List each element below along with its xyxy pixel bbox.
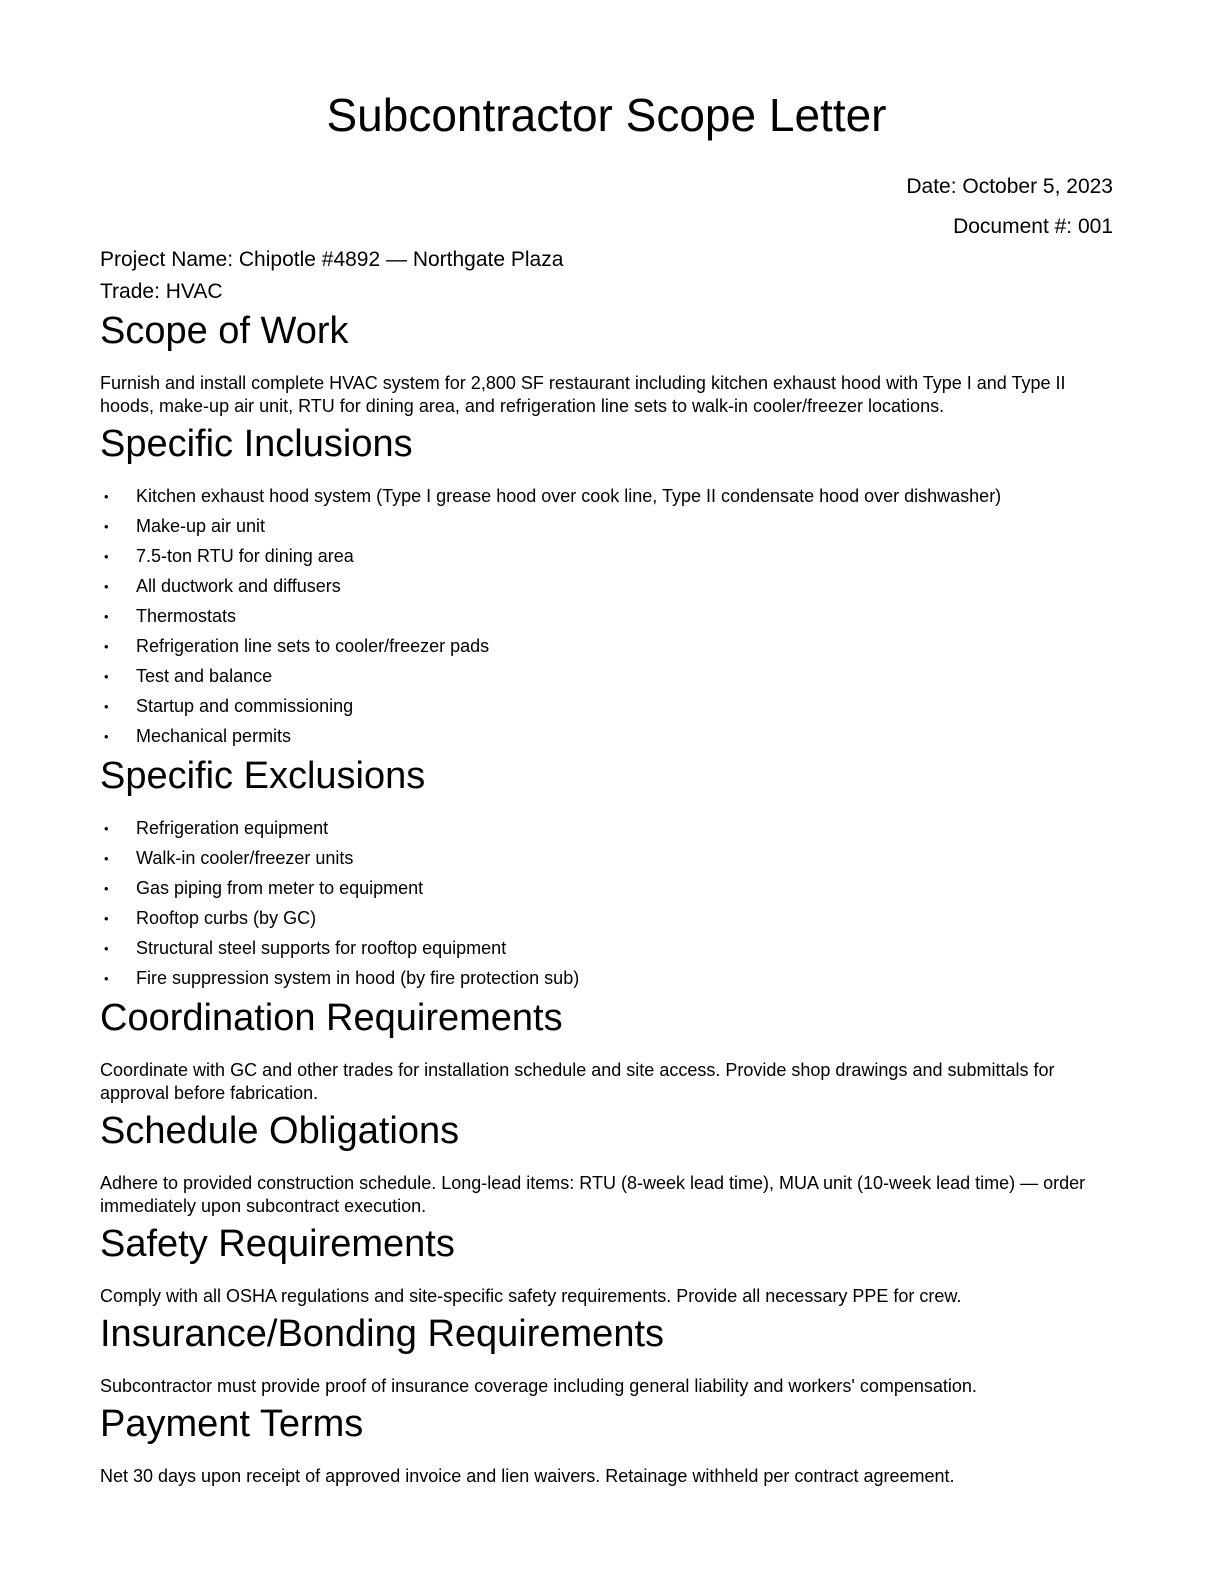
- section-body-coordination-requirements: Coordinate with GC and other trades for installation schedule and site access. Provide shop drawings and submittals for approval before fabrication.: [100, 1059, 1055, 1103]
- section-heading-schedule-obligations: Schedule Obligations: [100, 1109, 460, 1152]
- section-heading-safety-requirements: Safety Requirements: [100, 1222, 455, 1265]
- project-name-line: Project Name: Chipotle #4892 — Northgate Plaza: [100, 247, 564, 271]
- section-heading-scope-of-work: Scope of Work: [100, 309, 349, 352]
- section-heading-insurance-bonding-requirements: Insurance/Bonding Requirements: [100, 1312, 665, 1355]
- list-item: • Rooftop curbs (by GC): [100, 907, 1113, 930]
- list-item: • 7.5-ton RTU for dining area: [100, 545, 1113, 568]
- list-item: • Test and balance: [100, 665, 1113, 688]
- list-item: • Startup and commissioning: [100, 695, 1113, 718]
- section-body-insurance-bonding-requirements: Subcontractor must provide proof of insurance coverage including general liability and workers' compensation.: [100, 1375, 977, 1396]
- list-item: • Fire suppression system in hood (by fire protection sub): [100, 967, 1113, 990]
- section-heading-specific-exclusions: Specific Exclusions: [100, 754, 426, 797]
- list-item: • Refrigeration line sets to cooler/freezer pads: [100, 635, 1113, 658]
- document-number-line: Document #: 001: [953, 214, 1113, 238]
- section-heading-coordination-requirements: Coordination Requirements: [100, 996, 563, 1039]
- section-heading-payment-terms: Payment Terms: [100, 1402, 364, 1445]
- list-item: • Refrigeration equipment: [100, 817, 1113, 840]
- list-item: • Gas piping from meter to equipment: [100, 877, 1113, 900]
- list-item: • Kitchen exhaust hood system (Type I grease hood over cook line, Type II condensate hood over dishwasher): [100, 485, 1113, 508]
- section-body-payment-terms: Net 30 days upon receipt of approved invoice and lien waivers. Retainage withheld per contract agreement.: [100, 1465, 955, 1486]
- document-title: Subcontractor Scope Letter: [326, 89, 887, 141]
- specific-exclusions-list: [100, 817, 1113, 990]
- section-body-scope-of-work: Furnish and install complete HVAC system for 2,800 SF restaurant including kitchen exhaust hood with Type I and Type II hoods, make-up air unit, RTU for dining area, and refrigeration line sets to walk-in cooler/freezer locations.: [100, 372, 1066, 416]
- date-line: Date: October 5, 2023: [906, 174, 1113, 198]
- list-item: • Structural steel supports for rooftop equipment: [100, 937, 1113, 960]
- list-item: • Walk-in cooler/freezer units: [100, 847, 1113, 870]
- list-item: • Thermostats: [100, 605, 1113, 628]
- section-heading-specific-inclusions: Specific Inclusions: [100, 422, 413, 465]
- list-item: • Mechanical permits: [100, 725, 1113, 748]
- list-item: • All ductwork and diffusers: [100, 575, 1113, 598]
- section-body-safety-requirements: Comply with all OSHA regulations and site-specific safety requirements. Provide all necessary PPE for crew.: [100, 1285, 962, 1306]
- section-body-schedule-obligations: Adhere to provided construction schedule. Long-lead items: RTU (8-week lead time), MUA unit (10-week lead time) — order immediately upon subcontract execution.: [100, 1172, 1086, 1216]
- specific-inclusions-list: [100, 485, 1113, 748]
- list-item: • Make-up air unit: [100, 515, 1113, 538]
- trade-line: Trade: HVAC: [100, 279, 223, 303]
